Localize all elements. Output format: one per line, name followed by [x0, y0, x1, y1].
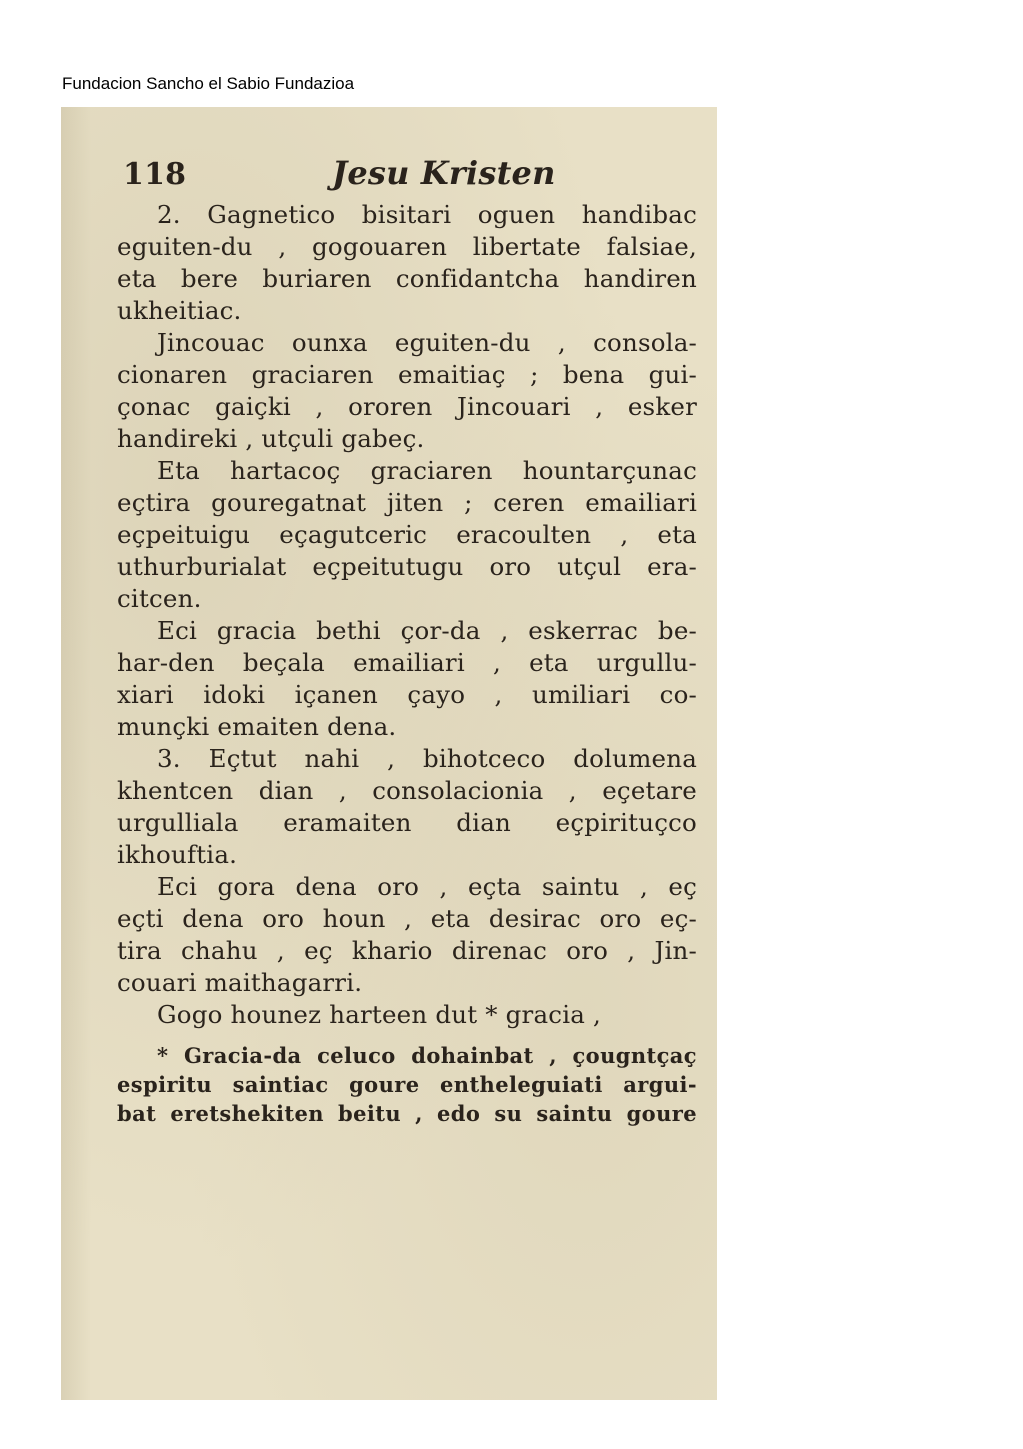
text-line: Jincouac ounxa eguiten-du , consola-	[157, 328, 697, 357]
page-number: 118	[123, 157, 187, 192]
footnote-line: espiritu saintiac goure entheleguiati argui-	[117, 1072, 697, 1097]
text-line: khentcen dian , consolacionia , eçetare	[117, 776, 697, 805]
text-line: couari maithagarri.	[117, 968, 363, 997]
text-line: Gogo hounez harteen dut * gracia ,	[157, 1000, 602, 1029]
paragraph	[117, 327, 697, 455]
text-line: har-den beçala emailiari , eta urgullu-	[117, 648, 697, 677]
footnote-line: bat eretshekiten beitu , edo su saintu goure	[117, 1101, 697, 1126]
text-line: citcen.	[117, 584, 202, 613]
paragraph	[117, 743, 697, 871]
running-title: Jesu Kristen	[332, 154, 556, 192]
text-line: munçki emaiten dena.	[117, 712, 397, 741]
text-line: Eci gora dena oro , eçta saintu , eç	[157, 872, 697, 901]
scanned-book-page	[61, 107, 717, 1400]
text-line: çonac gaiçki , ororen Jincouari , esker	[117, 392, 697, 421]
text-line: uthurburialat eçpeitutugu oro utçul era-	[117, 552, 697, 581]
page-text	[117, 154, 697, 1128]
text-line: tira chahu , eç khario direnac oro , Jin-	[117, 936, 697, 965]
text-line: Eci gracia bethi çor-da , eskerrac be-	[157, 616, 697, 645]
running-head	[117, 154, 697, 199]
text-line: eçtira gouregatnat jiten ; ceren emailiari	[117, 488, 697, 517]
text-line: ukheitiac.	[117, 296, 242, 325]
paragraph	[117, 999, 697, 1031]
text-line: Eta hartacoç graciaren hountarçunac	[157, 456, 697, 485]
text-line: 2. Gagnetico bisitari oguen handibac	[157, 200, 697, 229]
text-line: eta bere buriaren confidantcha handiren	[117, 264, 697, 293]
paragraph	[117, 871, 697, 999]
footnote-line: * Gracia-da celuco dohainbat , çougntçaç	[157, 1043, 697, 1068]
text-line: eguiten-du , gogouaren libertate falsiae,	[117, 232, 697, 261]
source-header: Fundacion Sancho el Sabio Fundazioa	[62, 74, 355, 93]
paragraph	[117, 455, 697, 615]
text-line: eçpeituigu eçagutceric eracoulten , eta	[117, 520, 697, 549]
paragraph	[117, 199, 697, 327]
footnote	[117, 1041, 697, 1128]
text-line: handireki , utçuli gabeç.	[117, 424, 425, 453]
text-line: 3. Eçtut nahi , bihotceco dolumena	[157, 744, 697, 773]
text-line: eçti dena oro houn , eta desirac oro eç-	[117, 904, 697, 933]
text-line: xiari idoki içanen çayo , umiliari co-	[117, 680, 697, 709]
text-line: ikhouftia.	[117, 840, 238, 869]
text-line: cionaren graciaren emaitiaç ; bena gui-	[117, 360, 697, 389]
text-line: urgulliala eramaiten dian eçpirituçco	[117, 808, 697, 837]
paragraph	[117, 615, 697, 743]
